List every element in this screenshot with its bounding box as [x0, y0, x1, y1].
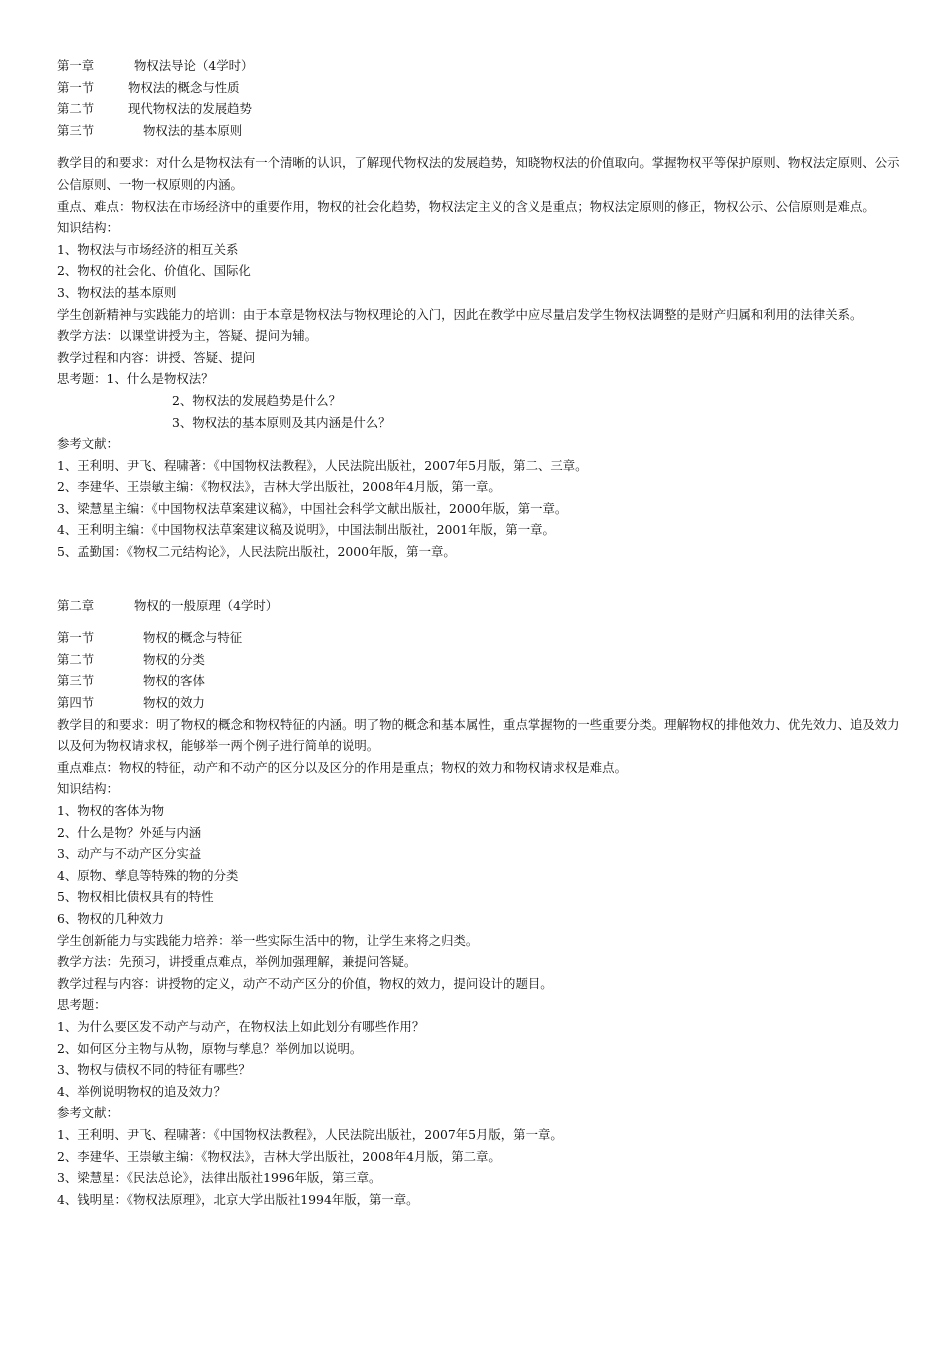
section-title: 现代物权法的发展趋势: [128, 101, 252, 117]
knowledge-item: 3、物权法的基本原则: [57, 284, 177, 300]
chapter-2-questions-label: 思考题：: [57, 997, 107, 1013]
section-number: 第二节: [57, 101, 95, 117]
chapter-1-process: 教学过程和内容：讲授、答疑、提问: [57, 349, 256, 365]
chapter-2-method: 教学方法：先预习，讲授重点难点，举例加强理解，兼提问答疑。: [57, 954, 417, 970]
document-page: [57, 55, 907, 1210]
chapter-2-title: 物权的一般原理（4学时）: [134, 597, 279, 613]
knowledge-item: 1、物权的客体为物: [57, 803, 165, 818]
section-title: 物权法的基本原则: [143, 122, 243, 138]
chapter-1-method: 教学方法：以课堂讲授为主，答疑、提问为辅。: [57, 328, 318, 344]
section-title: 物权的效力: [143, 695, 205, 711]
chapter-2-section-1: [57, 627, 907, 649]
chapter-1-number: 第一章: [57, 58, 95, 73]
chapter-2-question: 3、物权与债权不同的特征有哪些？: [57, 1062, 251, 1078]
section-number: 第四节: [57, 695, 95, 711]
chapter-2-key-points: 重点难点：物权的特征，动产和不动产的区分以及区分的作用是重点；物权的效力和物权请求权是难点。: [57, 759, 627, 775]
reference-item: 4、王利明主编：《中国物权法草案建议稿及说明》，中国法制出版社，2001年版，第一章。: [57, 522, 555, 538]
section-title: 物权的分类: [143, 651, 205, 667]
section-number: 第一节: [57, 630, 95, 646]
chapter-2-section-2: [57, 649, 907, 671]
chapter-2-knowledge-label: 知识结构：: [57, 781, 119, 797]
chapter-2-question: 2、如何区分主物与从物，原物与孳息？举例加以说明。: [57, 1040, 363, 1056]
section-title: 物权法的概念与性质: [128, 79, 240, 95]
knowledge-item: 4、原物、孳息等特殊的物的分类: [57, 867, 239, 883]
reference-item: 2、李建华、王崇敏主编：《物权法》，吉林大学出版社，2008年4月版，第二章。: [57, 1148, 501, 1164]
chapter-2-heading: [57, 595, 907, 617]
chapter-2-innovation: 学生创新能力与实践能力培养：举一些实际生活中的物，让学生来将之归类。: [57, 932, 479, 948]
chapter-2-number: 第二章: [57, 597, 95, 613]
knowledge-item: 6、物权的几种效力: [57, 910, 165, 926]
chapter-1-innovation: 学生创新精神与实践能力的培训：由于本章是物权法与物权理论的入门，因此在教学中应尽量启发学生物权法调整的是财产归属和利用的法律关系。: [57, 306, 863, 322]
reference-item: 1、王利明、尹飞、程啸著：《中国物权法教程》，人民法院出版社，2007年5月版，第一章。: [57, 1126, 563, 1142]
chapter-2-question: 4、举例说明物权的追及效力？: [57, 1083, 226, 1099]
chapter-1-heading: [57, 55, 907, 77]
reference-item: 3、梁慧星主编：《中国物权法草案建议稿》，中国社会科学文献出版社，2000年版，第一章。: [57, 500, 568, 516]
section-title: 物权的客体: [143, 673, 205, 689]
knowledge-item: 2、物权的社会化、价值化、国际化: [57, 263, 251, 279]
reference-item: 5、孟勤国：《物权二元结构论》，人民法院出版社，2000年版，第一章。: [57, 544, 456, 560]
chapter-1-section-1: [57, 77, 907, 99]
reference-item: 4、钱明星：《物权法原理》，北京大学出版社1994年版，第一章。: [57, 1191, 419, 1207]
section-title: 物权的概念与特征: [143, 630, 243, 646]
chapter-2-refs-label: 参考文献：: [57, 1105, 119, 1121]
section-number: 第一节: [57, 79, 95, 95]
chapter-1-section-3: [57, 120, 907, 142]
chapter-1-question: 2、物权法的发展趋势是什么？: [172, 392, 341, 408]
reference-item: 2、李建华、王崇敏主编：《物权法》，吉林大学出版社，2008年4月版，第一章。: [57, 479, 501, 495]
section-number: 第三节: [57, 673, 95, 689]
chapter-2-process: 教学过程与内容：讲授物的定义，动产不动产区分的价值，物权的效力，提问设计的题目。: [57, 975, 553, 991]
knowledge-item: 1、物权法与市场经济的相互关系: [57, 241, 239, 257]
chapter-1-question: 3、物权法的基本原则及其内涵是什么？: [172, 414, 391, 430]
chapter-2-question: 1、为什么要区发不动产与动产，在物权法上如此划分有哪些作用？: [57, 1018, 425, 1034]
chapter-1-teaching-goal: 教学目的和要求：对什么是物权法有一个清晰的认识，了解现代物权法的发展趋势，知晓物权法的价值取向。掌握物权平等保护原则、物权法定原则、公示公信原则、一物一权原则的内涵。: [57, 155, 900, 192]
reference-item: 1、王利明、尹飞、程啸著：《中国物权法教程》，人民法院出版社，2007年5月版，第二、三章。: [57, 457, 588, 473]
chapter-1-question: 思考题：1、什么是物权法？: [57, 371, 214, 387]
chapter-1-key-points: 重点、难点：物权法在市场经济中的重要作用，物权的社会化趋势，物权法定主义的含义是重点；物权法定原则的修正，物权公示、公信原则是难点。: [57, 198, 875, 214]
chapter-1-refs-label: 参考文献：: [57, 436, 119, 452]
knowledge-item: 3、动产与不动产区分实益: [57, 846, 202, 862]
chapter-1-knowledge-label: 知识结构：: [57, 220, 119, 236]
knowledge-item: 2、什么是物？外延与内涵: [57, 824, 202, 840]
chapter-1-title: 物权法导论（4学时）: [134, 58, 254, 73]
section-number: 第二节: [57, 651, 95, 667]
section-number: 第三节: [57, 122, 95, 138]
chapter-2-teaching-goal: 教学目的和要求：明了物权的概念和物权特征的内涵。明了物的概念和基本属性，重点掌握物的一些重要分类。理解物权的排他效力、优先效力、追及效力以及何为物权请求权，能够举一两个例子进行简单的说明。: [57, 716, 900, 754]
chapter-2-section-4: [57, 692, 907, 714]
reference-item: 3、梁慧星：《民法总论》，法律出版社1996年版，第三章。: [57, 1170, 382, 1186]
chapter-2-section-3: [57, 670, 907, 692]
knowledge-item: 5、物权相比债权具有的特性: [57, 889, 214, 905]
chapter-1-section-2: [57, 98, 907, 120]
